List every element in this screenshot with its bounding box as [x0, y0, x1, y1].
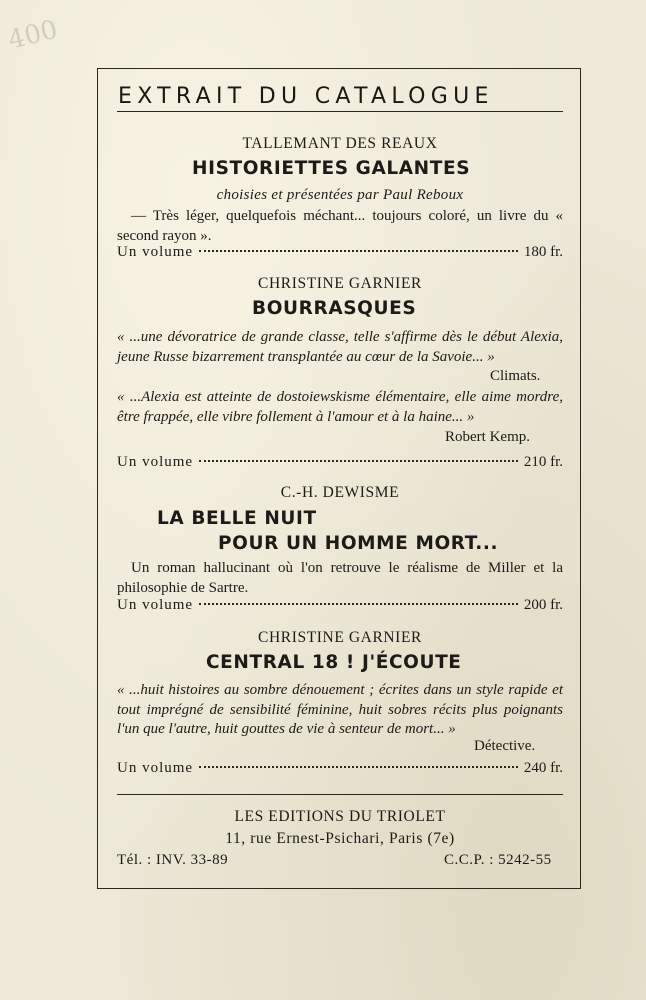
- review-source: Détective.: [474, 738, 536, 754]
- publisher-rule: [117, 794, 563, 795]
- dot-leader: [199, 460, 518, 462]
- volume-price-line: [117, 597, 563, 614]
- book-title-line-1: LA BELLE NUIT: [157, 508, 317, 529]
- volume-price-line: [117, 454, 563, 471]
- publisher-name: LES EDITIONS DU TRIOLET: [234, 808, 446, 825]
- price: 240 fr.: [523, 760, 563, 776]
- dot-leader: [199, 766, 518, 768]
- publisher-ccp: C.C.P. : 5242-55: [444, 852, 552, 868]
- book-author: CHRISTINE GARNIER: [258, 629, 422, 646]
- book-subtitle: choisies et présentées par Paul Reboux: [216, 187, 464, 203]
- header-rule: [117, 111, 563, 112]
- publisher-phone: Tél. : INV. 33-89: [117, 852, 229, 868]
- dot-leader: [199, 603, 518, 605]
- dot-leader: [199, 250, 518, 252]
- catalogue-header: EXTRAIT DU CATALOGUE: [118, 84, 494, 109]
- book-author: C.-H. DEWISME: [280, 484, 400, 501]
- price: 200 fr.: [523, 597, 563, 613]
- book-description: — Très léger, quelquefois méchant... toujours coloré, un livre du « second rayon ».: [117, 208, 563, 244]
- volume-label: Un volume: [117, 760, 194, 776]
- price: 210 fr.: [523, 454, 563, 470]
- book-title-line-2: POUR UN HOMME MORT...: [218, 533, 499, 554]
- volume-price-line: [117, 760, 563, 777]
- book-title: CENTRAL 18 ! J'ÉCOUTE: [206, 652, 462, 673]
- volume-label: Un volume: [117, 454, 194, 470]
- review-source: Robert Kemp.: [445, 429, 530, 445]
- review-quote: « ...Alexia est atteinte de dostoiewskisme élémentaire, elle aime mordre, être frappée, elle vibre follement à l'amour et à la haine... »: [117, 389, 563, 425]
- volume-label: Un volume: [117, 244, 194, 260]
- book-title: HISTORIETTES GALANTES: [192, 158, 471, 179]
- publisher-address: 11, rue Ernest-Psichari, Paris (7e): [225, 830, 455, 847]
- pencil-annotation: 400: [5, 14, 61, 56]
- review-quote: « ...une dévoratrice de grande classe, telle s'affirme dès le début Alexia, jeune Russe bizarrement transplantée au cœur de la Savoie... »: [117, 329, 563, 365]
- price: 180 fr.: [523, 244, 563, 260]
- book-title: BOURRASQUES: [252, 298, 417, 319]
- book-description: Un roman hallucinant où l'on retrouve le réalisme de Miller et la philosophie de Sartre.: [117, 560, 563, 596]
- volume-price-line: [117, 244, 563, 261]
- review-source: Climats.: [490, 368, 541, 384]
- review-quote: « ...huit histoires au sombre dénouement ; écrites dans un style rapide et tout imprégné de sensibilité féminine, huit sobres récits plus poignants l'un que l'autre, huit gouttes de vie à senteur de mort... »: [117, 682, 563, 737]
- book-author: TALLEMANT DES REAUX: [242, 135, 438, 152]
- volume-label: Un volume: [117, 597, 194, 613]
- book-author: CHRISTINE GARNIER: [258, 275, 422, 292]
